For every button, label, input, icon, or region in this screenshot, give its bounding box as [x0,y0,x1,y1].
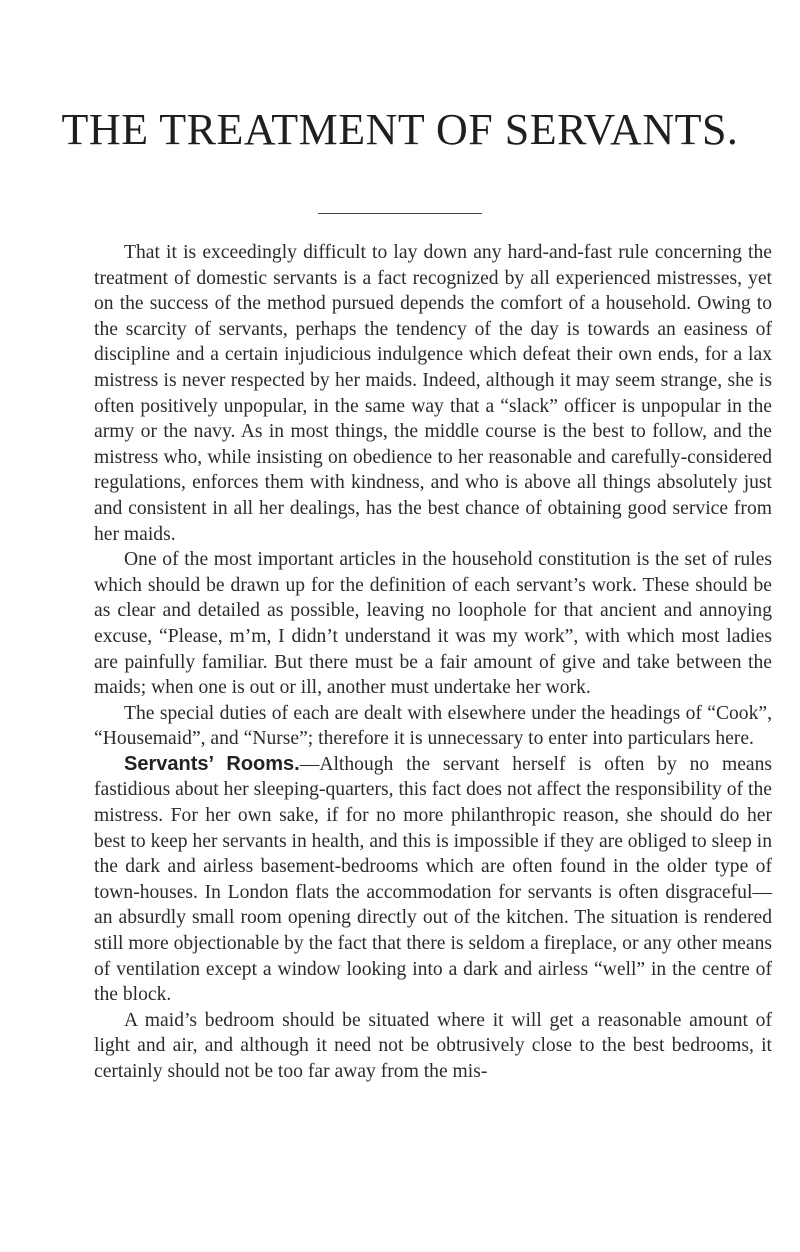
section-heading-servants-rooms: Servants’ Rooms. [124,752,300,775]
paragraph-special-duties: The special duties of each are dealt with elsewhere under the headings of “Cook”, “Housemaid”, and “Nurse”; therefore it is unnecessary to enter into particulars here. [94,702,772,750]
paragraph-rules: One of the most important articles in the household constitution is the set of rules which should be drawn up for the definition of each servant’s work. These should be as clear and detailed as possible, leaving no loophole for that ancient and annoying excuse, “Please, m’m, I didn’t understand it was my work”, with which most ladies are painfully familiar. But there must be a fair amount of give and take between the maids; when one is out or ill, another must undertake her work. [94,549,772,699]
paragraph-servants-rooms [94,752,772,1008]
page-title: THE TREATMENT OF SERVANTS. [61,105,739,154]
paragraph-maids-bedroom: A maid’s bedroom should be situated where it will get a reasonable amount of light and air, and although it need not be obtrusively close to the best bedrooms, it certainly should not be too far away from the mis- [94,1009,772,1082]
servants-rooms-text: —Although the servant herself is often by no means fastidious about her sleeping-quarters, this fact does not affect the responsibility of the mistress. For her own sake, if for no more philanthropic reason, she should do her best to keep her servants in health, and this is impossible if they are obliged to sleep in the dark and airless basement-bedrooms which are often found in the older type of town-houses. In London flats the accommodation for servants is often disgraceful—an absurdly small room opening directly out of the kitchen. The situation is rendered still more objectionable by the fact that there is seldom a fireplace, or any other means of ventilation except a window looking into a dark and airless “well” in the centre of the block. [94,753,773,1006]
body-text [94,240,772,1085]
title-divider [318,213,482,214]
paragraph-discipline: That it is exceedingly difficult to lay down any hard-and-fast rule concerning the treatment of domestic servants is a fact recognized by all experienced mistresses, yet on the success of the method pursued depends the comfort of a household. Owing to the scarcity of servants, perhaps the tendency of the day is towards an easiness of discipline and a certain injudicious indulgence which defeat their own ends, for a lax mistress is never respected by her maids. Indeed, although it may seem strange, she is often positively unpopular, in the same way that a “slack” officer is unpopular in the army or the navy. As in most things, the middle course is the best to follow, and the mistress who, while insisting on obedience to her reasonable and carefully-considered regulations, enforces them with kindness, and who is above all things absolutely just and consistent in all her dealings, has the best chance of obtaining good service from her maids. [94,242,772,545]
